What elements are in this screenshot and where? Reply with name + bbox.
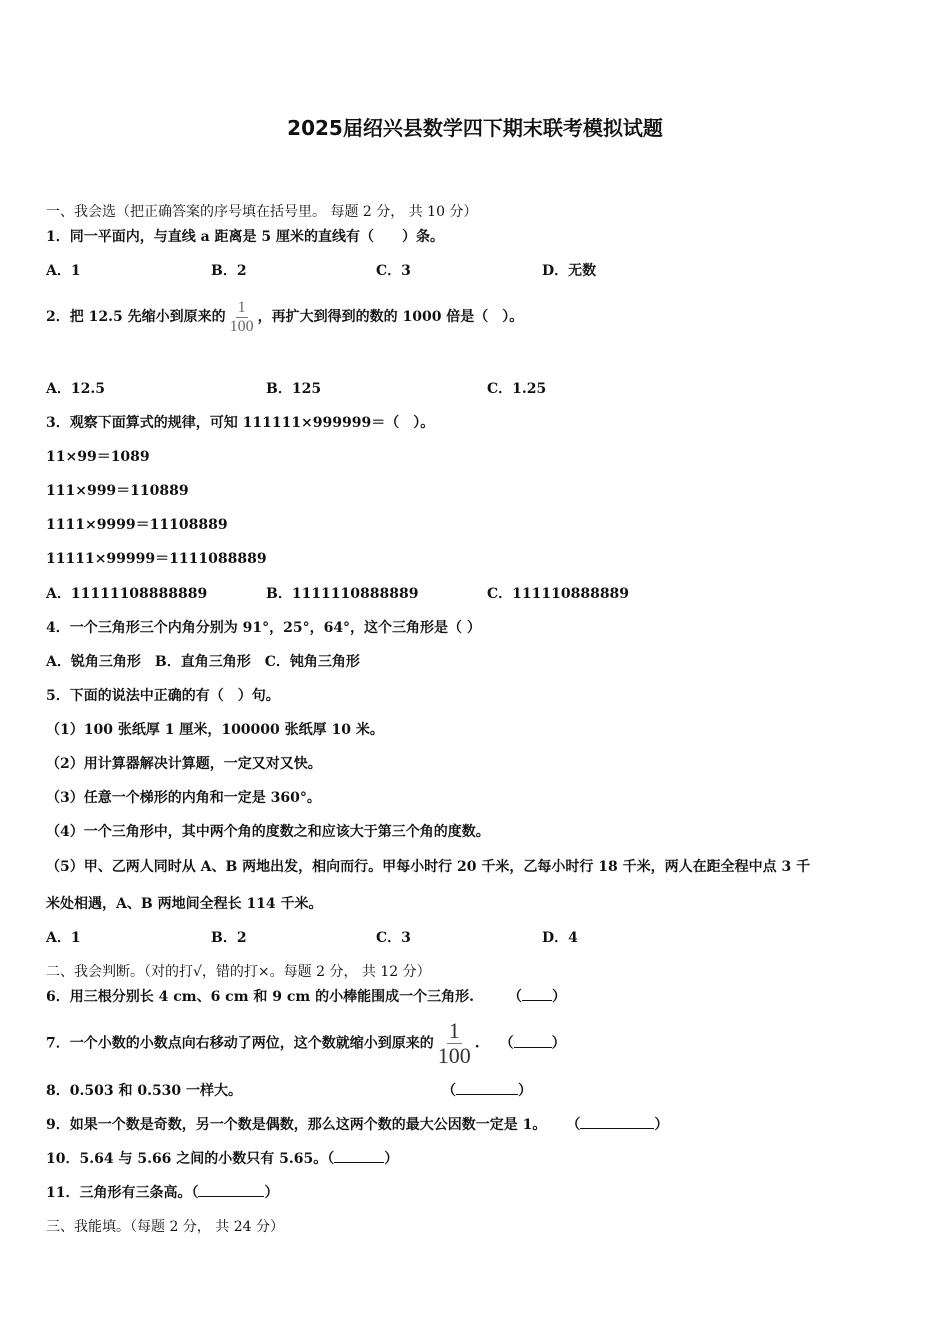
section-1-heading: 一、我会选（把正确答案的序号填在括号里。 每题 2 分， 共 10 分） [46,204,478,220]
q5-item-4: （4）一个三角形中，其中两个角的度数之和应该大于第三个角的度数。 [46,824,490,840]
q7-frac-den: 100 [437,1043,471,1069]
q6-answer-open: （ [507,989,522,1005]
q8-answer-open: （ [442,1083,457,1099]
q3-line-2: 111×999＝110889 [46,483,189,499]
q5-item-3: （3）任意一个梯形的内角和一定是 360°。 [46,790,321,806]
q5-option-b: B．2 [211,930,247,946]
section-2-heading: 二、我会判断。（对的打√，错的打×。每题 2 分， 共 12 分） [46,964,431,980]
q9-answer-blank[interactable] [580,1128,654,1129]
question-6 [46,987,566,1007]
q2-fraction [228,299,256,335]
q2-frac-den: 100 [229,317,254,335]
q5-item-1: （1）100 张纸厚 1 厘米，100000 张纸厚 10 米。 [46,722,384,738]
q6-answer-blank[interactable] [522,1000,552,1001]
question-11 [46,1183,278,1203]
q5-item-2: （2）用计算器解决计算题，一定又对又快。 [46,756,322,772]
q8-text: 8．0.503 和 0.530 一样大。 [46,1083,243,1099]
q5-option-d: D．4 [542,930,578,946]
q9-answer-close: ） [654,1117,669,1133]
q3-option-a: A．11111108888889 [46,586,208,602]
q11-text: 11．三角形有三条高。（ [46,1185,199,1201]
q5-item-5: （5）甲、乙两人同时从 A、B 两地出发，相向而行。甲每小时行 20 千米，乙每小时行 18 千米，两人在距全程中点 3 千 [46,859,811,875]
q11-answer-blank[interactable] [198,1196,264,1197]
q7-answer-blank[interactable] [514,1047,552,1048]
q3-line-3: 1111×9999＝11108889 [46,517,228,533]
q3-line-1: 11×99＝1089 [46,449,150,465]
q7-fraction [436,1019,473,1068]
question-7 [46,1019,566,1068]
q7-answer-close: ） [551,1035,566,1052]
question-9 [46,1115,668,1135]
page-title: 2025届绍兴县数学四下期末联考模拟试题 [287,116,663,140]
q6-answer-close: ） [551,989,566,1005]
q9-text: 9．如果一个数是奇数，另一个数是偶数，那么这两个数的最大公因数一定是 1。 [46,1117,547,1133]
q1-option-a: A．1 [46,263,81,279]
q2-text-before: 2．把 12.5 先缩小到原来的 [46,309,226,325]
question-8 [46,1081,532,1101]
question-1: 1．同一平面内，与直线 a 距离是 5 厘米的直线有（ ）条。 [46,229,445,245]
q7-text-before: 7．一个小数的小数点向右移动了两位，这个数就缩小到原来的 [46,1035,434,1052]
q2-option-b: B．125 [266,381,322,397]
q7-text-after: . [474,1035,480,1052]
q9-answer-open: （ [566,1117,581,1133]
question-10 [46,1149,398,1169]
q10-answer-blank[interactable] [334,1162,384,1163]
q8-answer-blank[interactable] [456,1094,518,1095]
q5-item-5-cont: 米处相遇，A、B 两地间全程长 114 千米。 [46,896,323,912]
q8-answer-close: ） [518,1083,533,1099]
q1-option-b: B．2 [211,263,247,279]
q4-options: A．锐角三角形 B．直角三角形 C．钝角三角形 [46,654,360,670]
question-3: 3．观察下面算式的规律，可知 111111×999999＝（ ）。 [46,415,435,431]
q2-option-c: C．1.25 [487,381,547,397]
q10-text: 10．5.64 与 5.66 之间的小数只有 5.65。（ [46,1151,335,1167]
q3-line-4: 11111×99999＝1111088889 [46,551,267,567]
section-3-heading: 三、我能填。（每题 2 分， 共 24 分） [46,1219,284,1235]
q7-answer-open: （ [499,1035,514,1052]
q2-text-after: ，再扩大到得到的数的 1000 倍是（ ）。 [257,309,524,325]
q1-option-d: D．无数 [542,263,597,279]
q3-option-b: B．1111110888889 [266,586,419,602]
q5-option-c: C．3 [376,930,411,946]
question-2 [46,296,523,338]
q10-answer-close: ） [384,1151,399,1167]
q2-frac-num: 1 [237,298,246,316]
question-4: 4．一个三角形三个内角分别为 91°，25°，64°，这个三角形是（ ） [46,620,481,636]
q1-option-c: C．3 [376,263,411,279]
q5-option-a: A．1 [46,930,81,946]
q6-text: 6．用三根分别长 4 cm、6 cm 和 9 cm 的小棒能围成一个三角形. [46,989,474,1005]
q11-answer-close: ） [264,1185,279,1201]
q3-option-c: C．111110888889 [487,586,630,602]
question-5: 5．下面的说法中正确的有（ ）句。 [46,688,280,704]
q2-option-a: A．12.5 [46,381,105,397]
q7-frac-num: 1 [448,1018,460,1043]
